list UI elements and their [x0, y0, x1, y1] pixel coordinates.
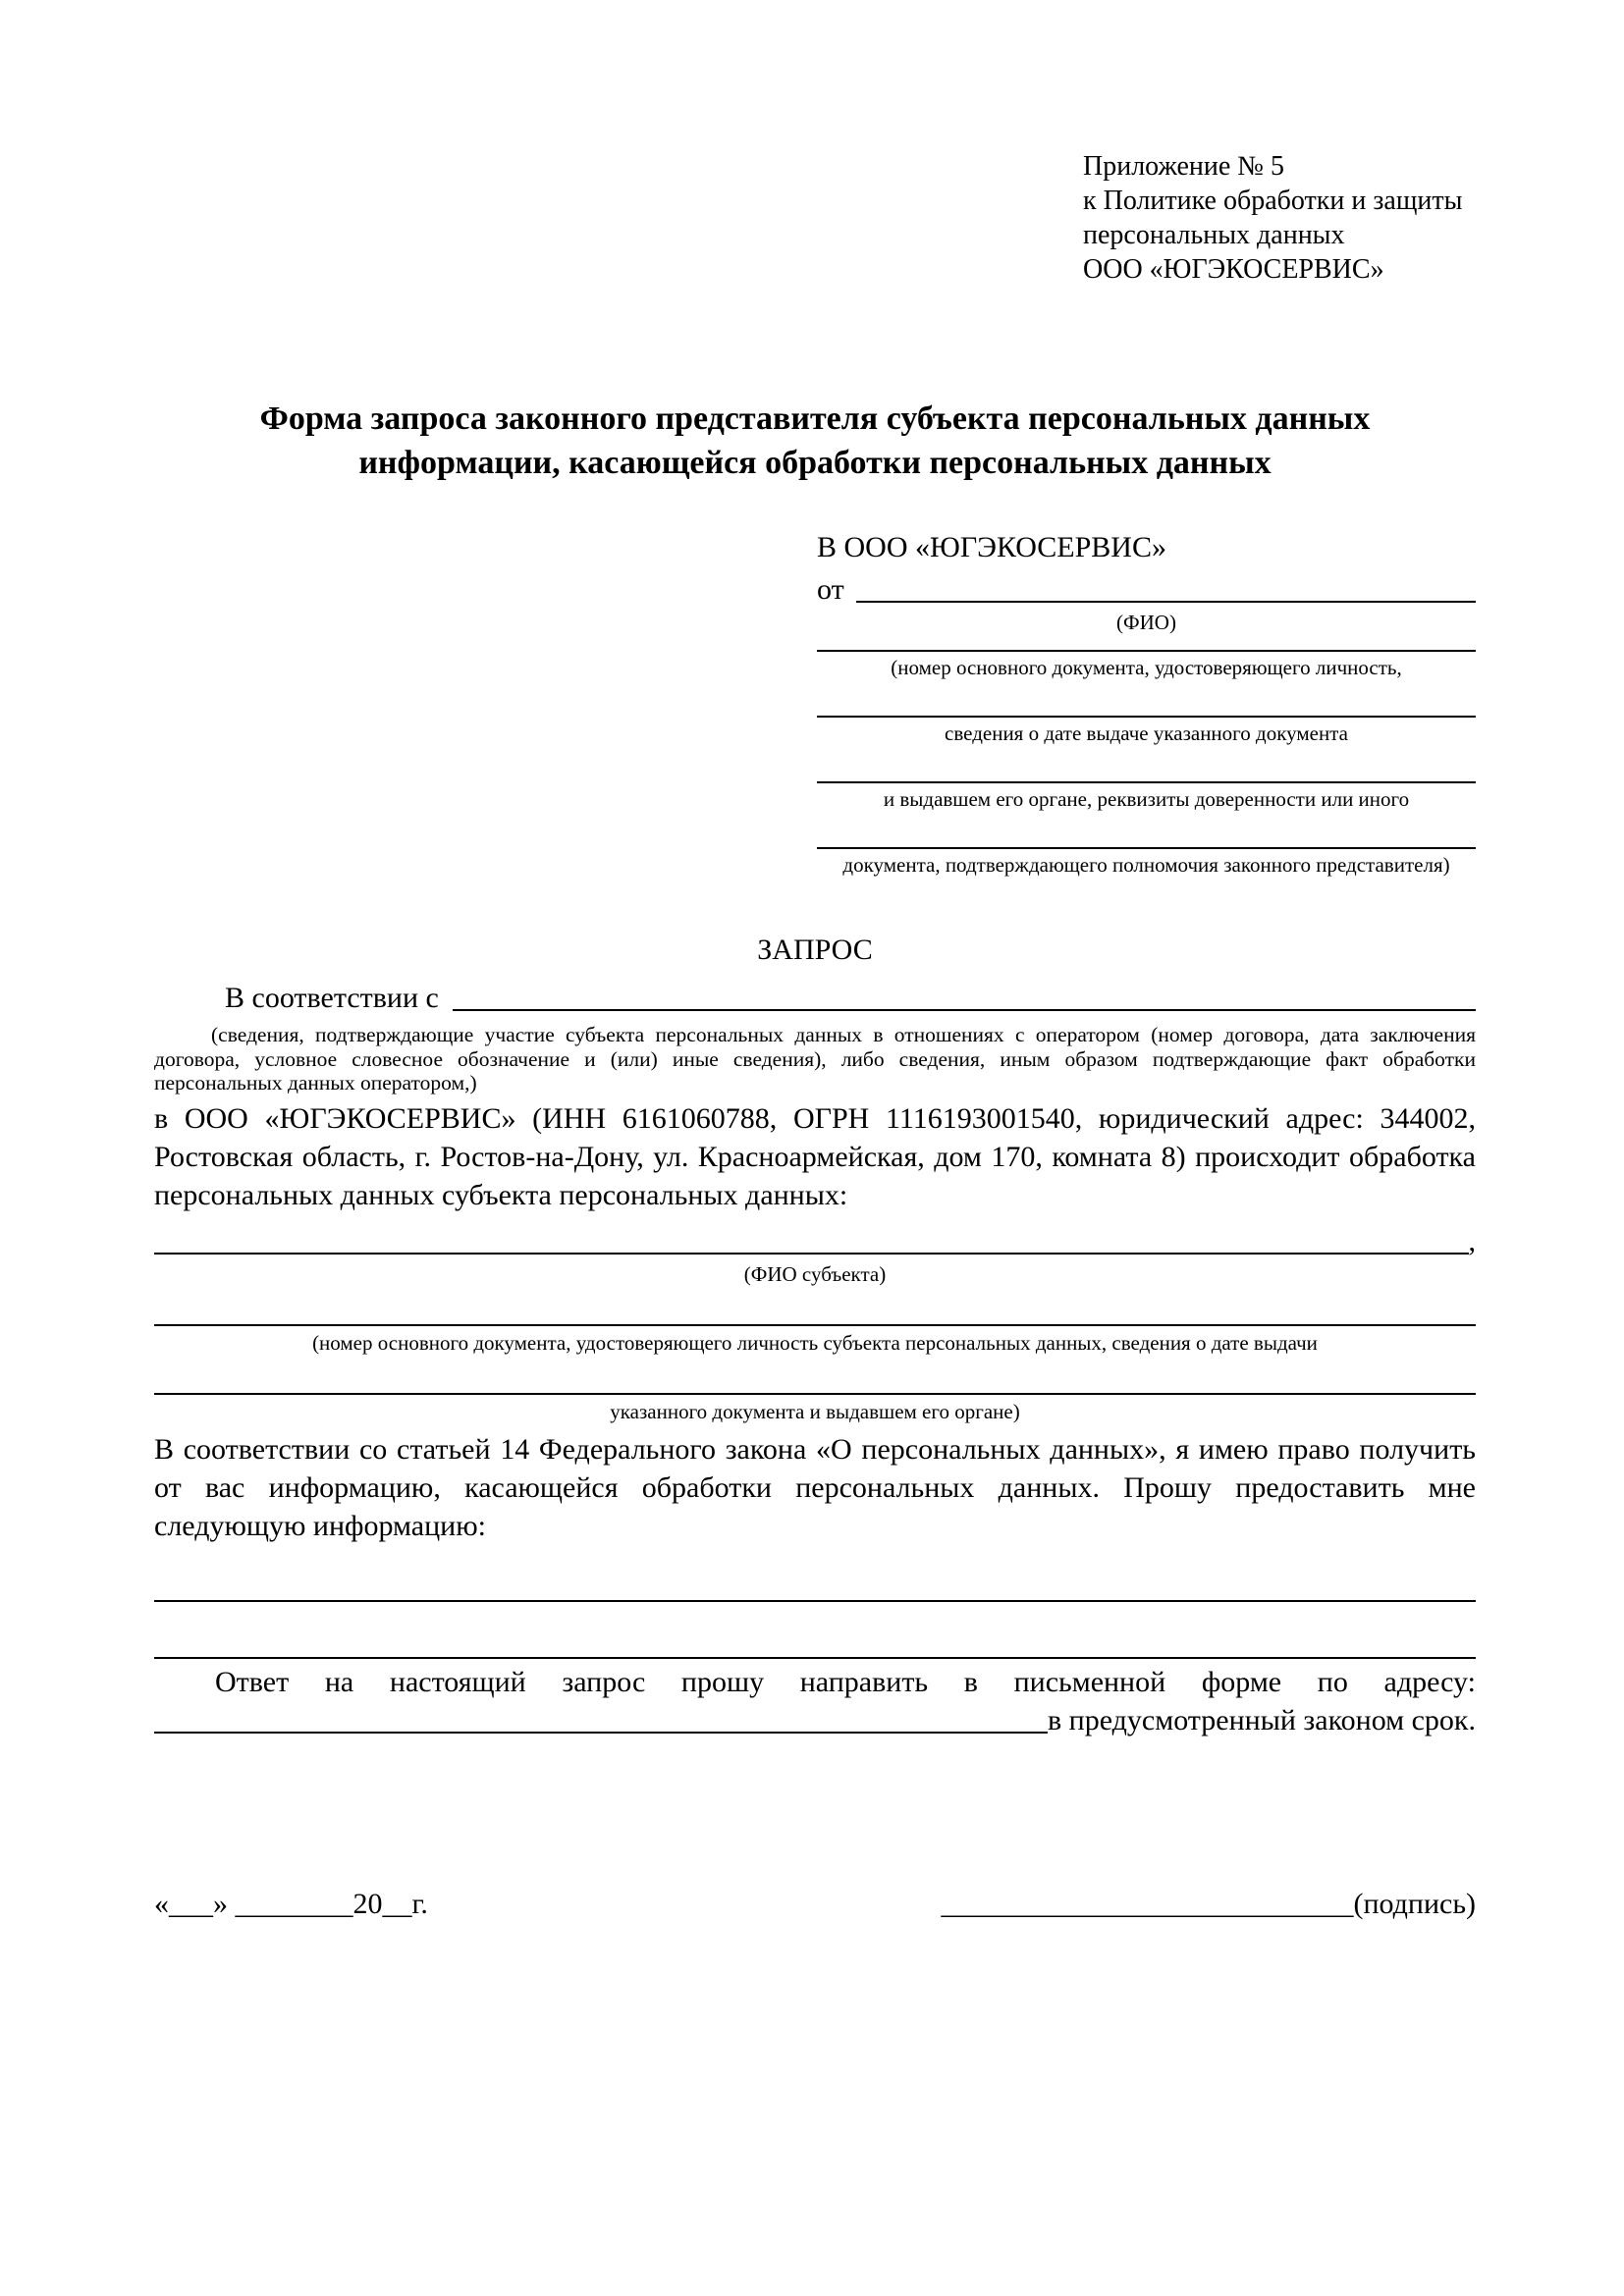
basis-label: В соответствии с: [225, 982, 439, 1015]
signature-blank-line: ____________________________: [941, 1888, 1354, 1921]
representative-document-field-2: [817, 716, 1476, 746]
blank-line: [817, 781, 1476, 783]
blank-line: [154, 1324, 1476, 1326]
field-caption-3: и выдавшем его органе, реквизиты доверенности или иного: [883, 787, 1410, 811]
document-title-line-1: Форма запроса законного представителя субъекта персональных данных: [259, 400, 1371, 437]
document-title-line-2: информации, касающейся обработки персональных данных: [358, 445, 1272, 482]
representative-document-field-1: [817, 650, 1476, 680]
from-label: от: [817, 573, 844, 607]
request-heading: ЗАПРОС: [757, 934, 873, 967]
reply-address-field: [154, 1701, 1476, 1739]
reply-suffix: в предусмотренный законом срок.: [1048, 1704, 1476, 1737]
reply-paragraph: Ответ на настоящий запрос прошу направить в письменной форме по адресу:: [215, 1666, 1476, 1699]
appendix-line-2: к Политике обработки и защиты: [1083, 186, 1463, 216]
document-title: [154, 397, 1476, 485]
footer-row: [154, 1885, 1476, 1923]
signature-caption: (подпись): [1353, 1888, 1476, 1921]
subject-fio-field: [154, 1222, 1476, 1260]
signature-block: [941, 1885, 1476, 1923]
addressee-block: [817, 528, 1476, 878]
from-field: [817, 570, 1476, 609]
subject-fio-comma: ,: [1468, 1224, 1476, 1257]
appendix-block: [1083, 149, 1476, 287]
field-caption-2: сведения о дате выдаче указанного документа: [945, 721, 1348, 745]
subject-document-field-1: [154, 1324, 1476, 1356]
subject-document-caption-2: указанного документа и выдавшем его органе): [610, 1400, 1020, 1424]
basis-blank-line: [453, 979, 1476, 1011]
representative-document-field-4: [817, 847, 1476, 878]
subject-document-field-2: [154, 1393, 1476, 1424]
subject-fio-caption: (ФИО субъекта): [743, 1261, 887, 1286]
reply-address-blank-line: [154, 1701, 1048, 1734]
basis-footnote: (сведения, подтверждающие участие субъекта персональных данных в отношениях с оператором (номер договора, дата заключения договора, условное словесное обозначение и (или) иные сведения), либо сведения, иным образом подтверждающие факт обработки персональных данных оператором,): [154, 1023, 1476, 1095]
appendix-line-4: ООО «ЮГЭКОСЕРВИС»: [1083, 254, 1384, 285]
appendix-line-3: персональных данных: [1083, 220, 1345, 250]
fio-caption: (ФИО): [1116, 611, 1176, 635]
field-caption-1: (номер основного документа, удостоверяющего личность,: [891, 655, 1402, 679]
blank-line: [154, 1393, 1476, 1395]
subject-fio-blank-line: [154, 1222, 1469, 1255]
blank-line: [817, 650, 1476, 652]
date-line: «___» ________20__г.: [154, 1888, 428, 1921]
blank-line: [817, 847, 1476, 849]
appendix-line-1: Приложение № 5: [1083, 151, 1284, 182]
representative-document-field-3: [817, 781, 1476, 812]
operator-paragraph: в ООО «ЮГЭКОСЕРВИС» (ИНН 6161060788, ОГРН 1116193001540, юридический адрес: 344002, Ростовская область, г. Ростов-на-Дону, ул. Красноармейская, дом 170, комната 8) происходит обработка персональных данных субъекта персональных данных:: [154, 1101, 1476, 1211]
blank-line: [817, 716, 1476, 718]
subject-document-caption-1: (номер основного документа, удостоверяющего личность субъекта персональных данных, сведения о дате выдачи: [312, 1331, 1318, 1356]
basis-field: [154, 979, 1476, 1017]
requested-info-blank-line-1: [154, 1600, 1476, 1602]
from-blank-line: [856, 570, 1476, 603]
requested-info-blank-line-2: [154, 1657, 1476, 1659]
law-paragraph: В соответствии со статьей 14 Федерального закона «О персональных данных», я имею право получить от вас информацию, касающейся обработки персональных данных. Прошу предоставить мне следующую информацию:: [154, 1433, 1476, 1543]
addressee-organization: В ООО «ЮГЭКОСЕРВИС»: [817, 531, 1166, 564]
field-caption-4: документа, подтверждающего полномочия законного представителя): [842, 853, 1450, 878]
